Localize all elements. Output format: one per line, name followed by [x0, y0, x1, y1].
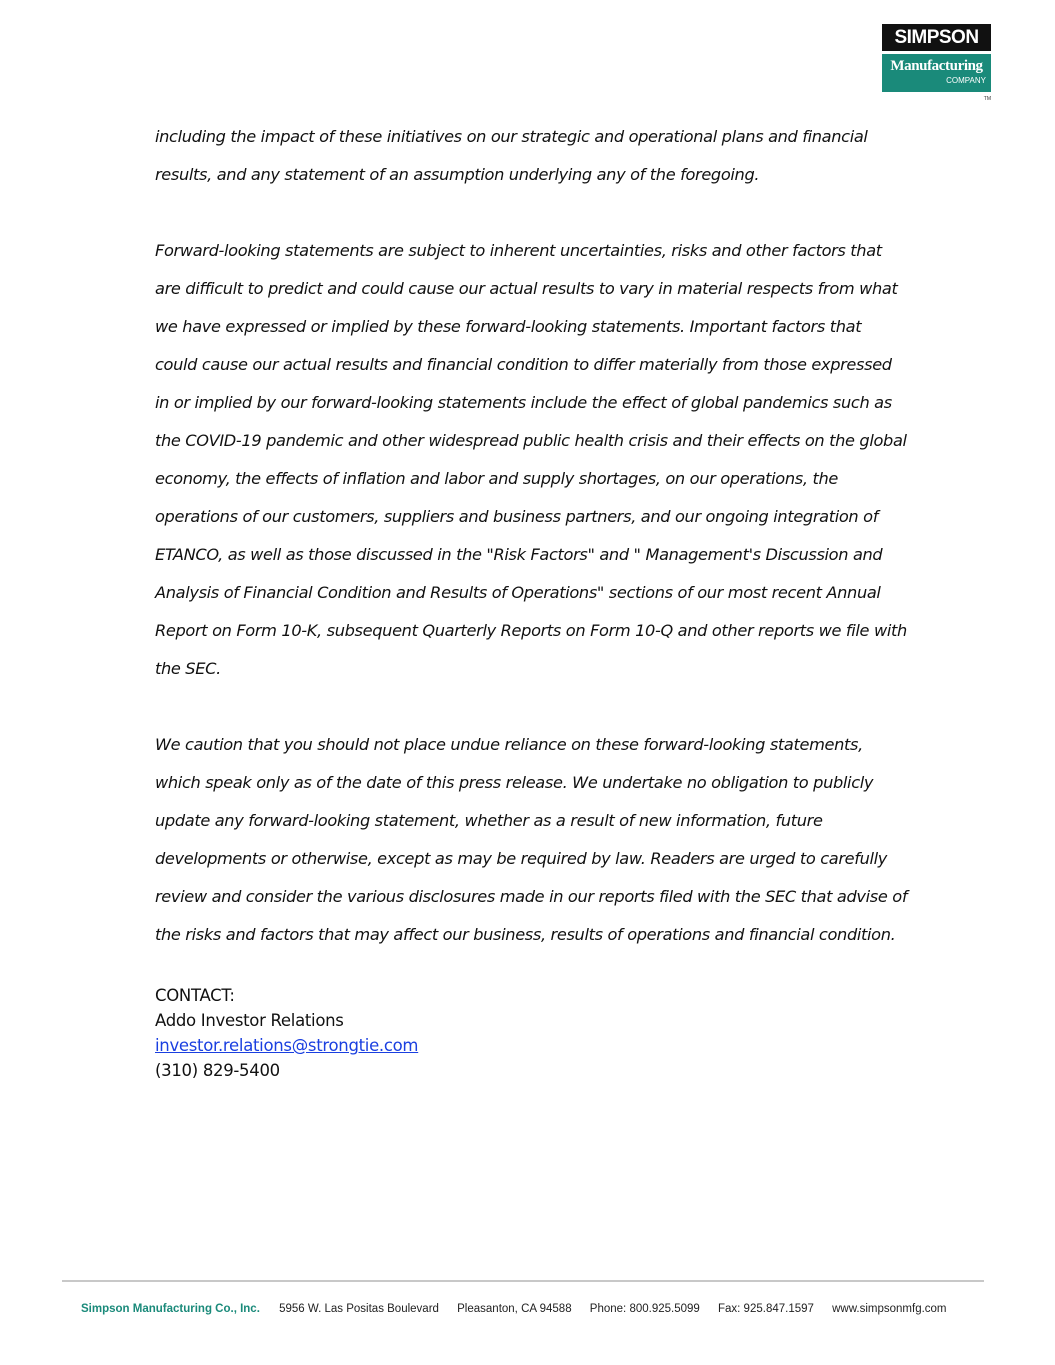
- logo-trademark: TM: [983, 96, 991, 102]
- contact-block: [155, 983, 418, 1083]
- text-line: results, and any statement of an assumption underlying any of the foregoing.: [155, 165, 760, 184]
- paragraph-forward-looking: [155, 232, 975, 688]
- paragraph-gap: [155, 194, 975, 232]
- text-line: in or implied by our forward-looking statements include the effect of global pandemics such as: [155, 393, 892, 412]
- text-line: the SEC.: [155, 659, 221, 678]
- text-line: could cause our actual results and financial condition to differ materially from those expressed: [155, 355, 892, 374]
- logo-company-text: COMPANY: [946, 76, 986, 85]
- footer-address: 5956 W. Las Positas Boulevard: [279, 1303, 439, 1315]
- logo-simpson-text: SIMPSON: [882, 24, 991, 51]
- logo-teal-block: [882, 54, 991, 92]
- contact-name: Addo Investor Relations: [155, 1011, 344, 1030]
- footer-fax: Fax: 925.847.1597: [718, 1303, 814, 1315]
- paragraph-continuation: [155, 118, 975, 194]
- text-line: are difficult to predict and could cause our actual results to vary in material respects from what: [155, 279, 898, 298]
- footer-phone: Phone: 800.925.5099: [589, 1303, 700, 1315]
- text-line: Forward-looking statements are subject to inherent uncertainties, risks and other factors that: [155, 241, 882, 260]
- paragraph-gap: [155, 688, 975, 726]
- text-line: update any forward-looking statement, whether as a result of new information, future: [155, 811, 823, 830]
- paragraph-caution: [155, 726, 975, 954]
- document-body: [155, 118, 975, 954]
- text-line: operations of our customers, suppliers and business partners, and our ongoing integration of: [155, 507, 879, 526]
- text-line: ETANCO, as well as those discussed in the "Risk Factors" and " Management's Discussion and: [155, 545, 883, 564]
- text-line: economy, the effects of inflation and labor and supply shortages, on our operations, the: [155, 469, 838, 488]
- text-line: the COVID-19 pandemic and other widespread public health crisis and their effects on the global: [155, 431, 907, 450]
- contact-label: CONTACT:: [155, 986, 235, 1005]
- text-line: including the impact of these initiatives on our strategic and operational plans and financial: [155, 127, 868, 146]
- text-line: which speak only as of the date of this press release. We undertake no obligation to publicly: [155, 773, 874, 792]
- text-line: Report on Form 10-K, subsequent Quarterly Reports on Form 10-Q and other reports we file with: [155, 621, 907, 640]
- text-line: the risks and factors that may affect our business, results of operations and financial condition.: [155, 925, 896, 944]
- company-logo: [882, 24, 991, 102]
- footer-divider: [62, 1280, 984, 1282]
- contact-phone: (310) 829-5400: [155, 1061, 280, 1080]
- logo-manufacturing-text: Manufacturing: [890, 58, 983, 74]
- text-line: developments or otherwise, except as may be required by law. Readers are urged to carefully: [155, 849, 888, 868]
- text-line: Analysis of Financial Condition and Results of Operations" sections of our most recent Annual: [155, 583, 881, 602]
- contact-email-link[interactable]: investor.relations@strongtie.com: [155, 1036, 419, 1055]
- text-line: review and consider the various disclosures made in our reports filed with the SEC that advise of: [155, 887, 908, 906]
- footer-company-name: Simpson Manufacturing Co., Inc.: [81, 1303, 260, 1315]
- text-line: we have expressed or implied by these forward-looking statements. Important factors that: [155, 317, 862, 336]
- footer-website: www.simpsonmfg.com: [832, 1303, 947, 1315]
- footer: [81, 1303, 947, 1315]
- text-line: We caution that you should not place undue reliance on these forward-looking statements,: [155, 735, 863, 754]
- footer-city: Pleasanton, CA 94588: [457, 1303, 572, 1315]
